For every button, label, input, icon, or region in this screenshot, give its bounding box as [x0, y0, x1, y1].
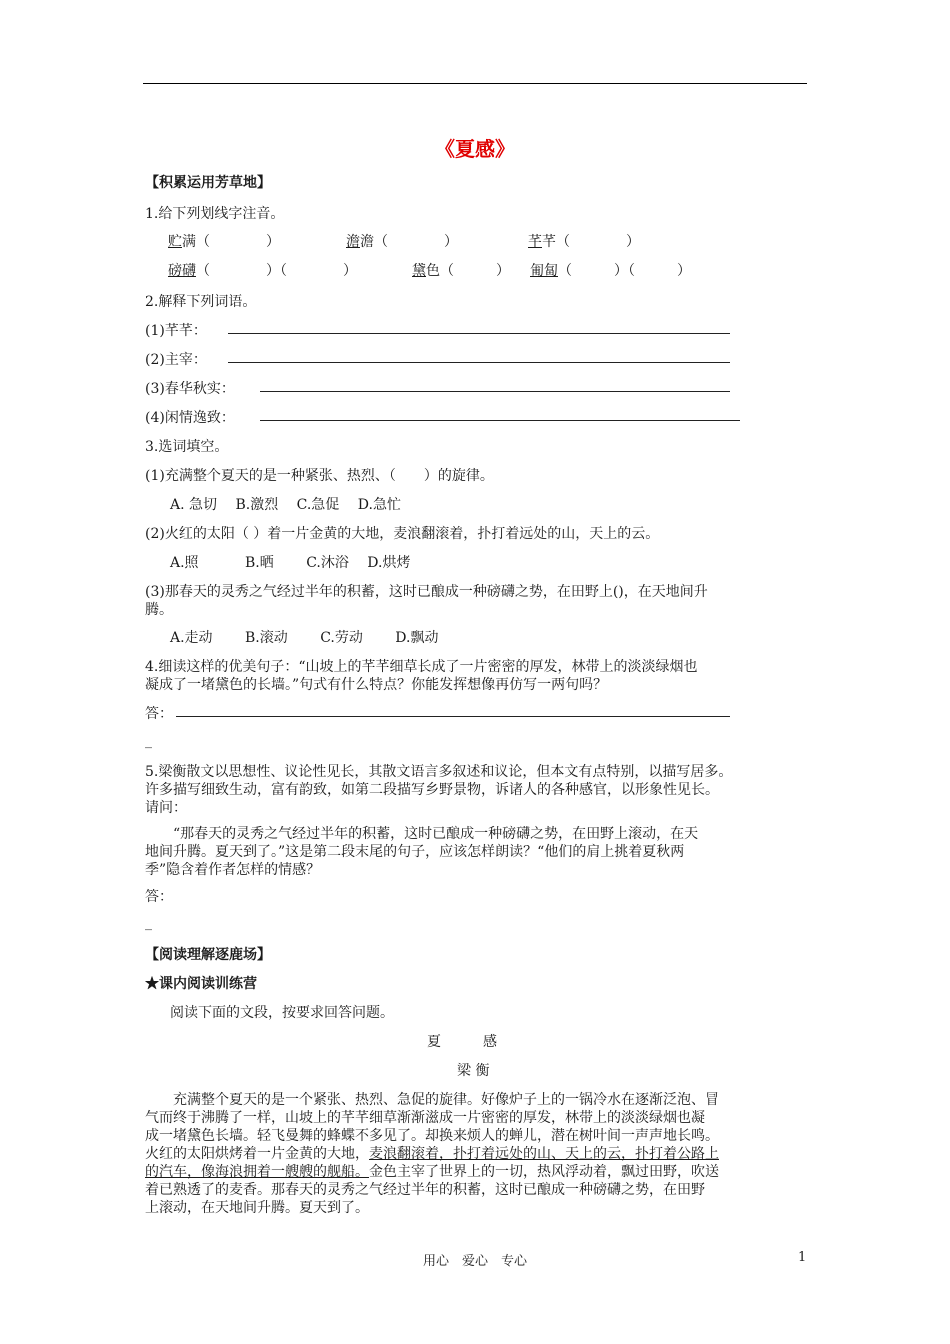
q3-options: A.照 B.晒 C.沐浴 D.烘烤: [170, 555, 411, 571]
essay-title: 夏 感: [427, 1034, 497, 1050]
q1-item: [412, 260, 510, 280]
q2-item: (4)闲情逸致：: [145, 410, 235, 426]
answer-blank-line[interactable]: [260, 420, 740, 421]
q3-sentence: (2)火红的太阳（ ）着一片金黄的大地，麦浪翻滚着，扑打着远处的山，天上的云。: [145, 526, 660, 542]
reading-subheading: ★课内阅读训练营: [145, 976, 257, 992]
q1-item: [528, 231, 640, 251]
underlined-char: 芊: [528, 234, 542, 250]
q1-item-rest: 澹（ ）: [360, 234, 458, 250]
q1-prompt: 1.给下列划线字注音。: [145, 206, 285, 222]
q4-answer-label: 答：: [145, 706, 173, 722]
q1-item: [346, 231, 458, 251]
underlined-word: 磅礴: [168, 263, 196, 279]
answer-blank-line[interactable]: [176, 716, 730, 717]
page-number: 1: [798, 1250, 807, 1265]
section-heading-accumulate: 【积累运用芳草地】: [145, 175, 271, 191]
essay-line-part: 金色主宰了世界上的一切，热风浮动着，飘过田野，吹送: [369, 1164, 719, 1180]
essay-line: [145, 1161, 719, 1181]
essay-line-part: 火红的太阳烘烤着一片金黄的大地，: [145, 1146, 369, 1162]
q3-options: A.走动 B.滚动 C.劳动 D.飘动: [170, 630, 439, 646]
essay-line: [145, 1143, 719, 1163]
answer-blank-line[interactable]: [260, 391, 730, 392]
q3-sentence: (1)充满整个夏天的是一种紧张、热烈、（ ）的旋律。: [145, 468, 494, 484]
q3-sentence: (3)那春天的灵秀之气经过半年的积蓄，这时已酿成一种磅礴之势，在田野上()，在天地间升: [145, 584, 708, 600]
essay-line: 成一堵黛色长墙。轻飞曼舞的蜂蝶不多见了。却换来烦人的蝉儿，潜在树叶间一声声地长鸣。: [145, 1128, 719, 1144]
q5-quote: 季”隐含着作者怎样的情感？: [145, 862, 321, 878]
q1-item-rest: （ ）（ ）: [558, 263, 691, 279]
essay-line: 充满整个夏天的是一个紧张、热烈、急促的旋律。好像炉子上的一锅冷水在逐渐泛泡、冒: [145, 1092, 719, 1108]
q2-item: (3)春华秋实：: [145, 381, 235, 397]
q4-dash: _: [145, 733, 152, 749]
q1-item: [168, 231, 280, 251]
q5-text: 5.梁衡散文以思想性、议论性见长，其散文语言多叙述和议论，但本文有点特别，以描写居多。: [145, 764, 733, 780]
q2-item: (1)芊芊：: [145, 323, 207, 339]
essay-line: 着已熟透了的麦香。那春天的灵秀之气经过半年的积蓄，这时已酿成一种磅礴之势，在田野: [145, 1182, 705, 1198]
underlined-char: 黛: [412, 263, 426, 279]
q1-item: [168, 260, 357, 280]
answer-blank-line[interactable]: [228, 333, 730, 334]
section-heading-reading: 【阅读理解逐鹿场】: [145, 947, 271, 963]
underlined-char: 澹: [346, 234, 360, 250]
underlined-passage: 麦浪翻滚着，扑打着远处的山、天上的云，扑打着公路上: [369, 1146, 719, 1162]
q5-text: 许多描写细致生动，富有韵致，如第二段描写乡野景物，诉诸人的各种感官，以形象性见长。: [145, 782, 719, 798]
q1-item-rest: 芊（ ）: [542, 234, 640, 250]
answer-blank-line[interactable]: [228, 362, 730, 363]
essay-author: 梁 衡: [457, 1063, 490, 1079]
q5-quote: “那春天的灵秀之气经过半年的积蓄，这时已酿成一种磅礴之势，在田野上滚动，在天: [145, 826, 699, 842]
q5-quote: 地间升腾。夏天到了。”这是第二段末尾的句子，应该怎样朗读？“他们的肩上挑着夏秋两: [145, 844, 685, 860]
q1-item-rest: 满（ ）: [182, 234, 280, 250]
header-rule: [143, 83, 807, 84]
q3-sentence-cont: 腾。: [145, 602, 173, 618]
q1-item: [530, 260, 691, 280]
q1-item-rest: （ ）（ ）: [196, 263, 357, 279]
q4-text: 凝成了一堵黛色的长墙。”句式有什么特点？你能发挥想像再仿写一两句吗？: [145, 677, 608, 693]
q2-prompt: 2.解释下列词语。: [145, 294, 257, 310]
q1-item-rest: 色（ ）: [426, 263, 510, 279]
q5-answer-label: 答：: [145, 889, 173, 905]
page-footer: 用心 爱心 专心: [422, 1254, 527, 1269]
q3-options: A. 急切 B.激烈 C.急促 D.急忙: [170, 497, 401, 513]
underlined-word: 匍匐: [530, 263, 558, 279]
q5-dash: _: [145, 915, 152, 931]
essay-line: 上滚动，在天地间升腾。夏天到了。: [145, 1200, 369, 1216]
underlined-char: 贮: [168, 234, 182, 250]
underlined-passage: 的汽车，像海浪拥着一艘艘的舰船。: [145, 1164, 369, 1180]
page-title: 《夏感》: [435, 137, 515, 161]
q4-text: 4.细读这样的优美句子：“山坡上的芊芊细草长成了一片密密的厚发，林带上的淡淡绿烟也: [145, 659, 698, 675]
q3-prompt: 3.选词填空。: [145, 439, 229, 455]
reading-instruction: 阅读下面的文段，按要求回答问题。: [170, 1005, 394, 1021]
essay-line: 气而终于沸腾了一样，山坡上的芊芊细草渐渐滋成一片密密的厚发，林带上的淡淡绿烟也凝: [145, 1110, 705, 1126]
q5-text: 请问：: [145, 800, 187, 816]
q2-item: (2)主宰：: [145, 352, 207, 368]
